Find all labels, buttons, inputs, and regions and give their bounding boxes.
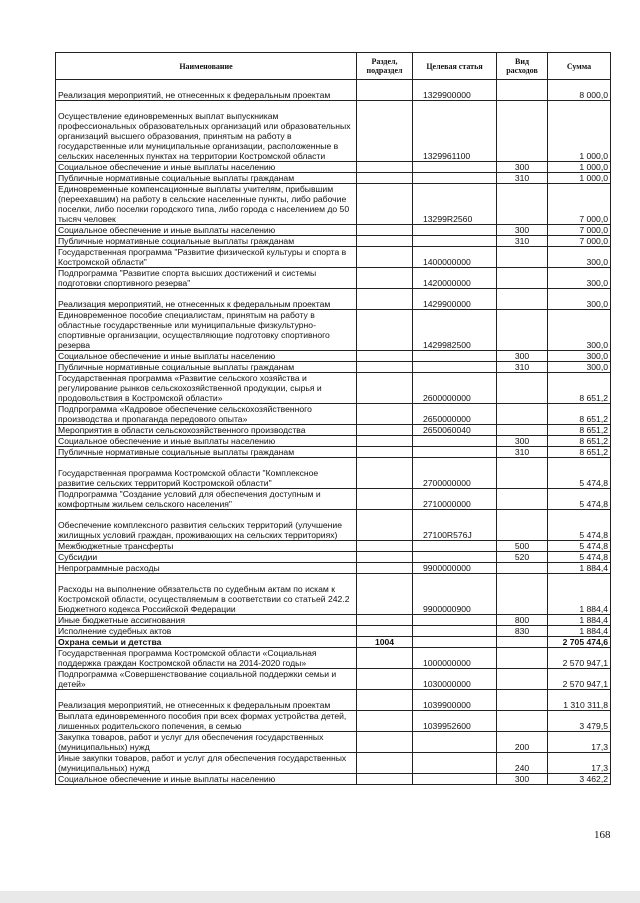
- cell-target: [413, 225, 497, 236]
- cell-kind: 310: [497, 173, 548, 184]
- cell-sum: 8 651,2: [548, 447, 611, 458]
- cell-sum: 1 884,4: [548, 563, 611, 574]
- cell-name: Подпрограмма «Кадровое обеспечение сельскохозяйственного производства и пропаганда передового опыта»: [56, 404, 357, 425]
- cell-name: Исполнение судебных актов: [56, 626, 357, 637]
- cell-target: 1039900000: [413, 690, 497, 711]
- cell-name: Охрана семьи и детства: [56, 637, 357, 648]
- cell-target: 27100R576J: [413, 510, 497, 541]
- cell-sum: 3 462,2: [548, 774, 611, 785]
- cell-kind: 200: [497, 732, 548, 753]
- table-row: [56, 289, 611, 310]
- cell-sum: 300,0: [548, 268, 611, 289]
- cell-name: Публичные нормативные социальные выплаты гражданам: [56, 362, 357, 373]
- cell-sum: 300,0: [548, 289, 611, 310]
- cell-section: [357, 458, 413, 489]
- cell-kind: 310: [497, 236, 548, 247]
- cell-kind: 300: [497, 351, 548, 362]
- cell-target: 1039952600: [413, 711, 497, 732]
- cell-sum: 8 651,2: [548, 373, 611, 404]
- table-row: [56, 351, 611, 362]
- cell-kind: 300: [497, 436, 548, 447]
- header-target: Целевая статья: [413, 53, 497, 80]
- cell-name: Социальное обеспечение и иные выплаты населению: [56, 436, 357, 447]
- cell-sum: 5 474,8: [548, 552, 611, 563]
- cell-name: Реализация мероприятий, не отнесенных к федеральным проектам: [56, 690, 357, 711]
- cell-section: [357, 774, 413, 785]
- cell-kind: [497, 247, 548, 268]
- cell-kind: 520: [497, 552, 548, 563]
- cell-sum: 7 000,0: [548, 236, 611, 247]
- cell-target: [413, 732, 497, 753]
- cell-section: [357, 447, 413, 458]
- cell-target: 1420000000: [413, 268, 497, 289]
- cell-sum: 2 570 947,1: [548, 669, 611, 690]
- cell-section: [357, 574, 413, 615]
- table-body: [56, 80, 611, 785]
- cell-name: Государственная программа "Развитие физической культуры и спорта в Костромской области": [56, 247, 357, 268]
- cell-sum: 7 000,0: [548, 184, 611, 225]
- budget-table: [55, 52, 611, 785]
- table-row: [56, 101, 611, 162]
- cell-name: Государственная программа Костромской области «Социальная поддержка граждан Костромской области на 2014-2020 годы»: [56, 648, 357, 669]
- cell-section: [357, 80, 413, 101]
- cell-target: [413, 753, 497, 774]
- cell-sum: 8 000,0: [548, 80, 611, 101]
- cell-sum: 17,3: [548, 732, 611, 753]
- cell-kind: [497, 289, 548, 310]
- table-row: [56, 563, 611, 574]
- cell-kind: 300: [497, 225, 548, 236]
- cell-kind: [497, 563, 548, 574]
- cell-section: [357, 236, 413, 247]
- cell-name: Иные закупки товаров, работ и услуг для обеспечения государственных (муниципальных) нужд: [56, 753, 357, 774]
- cell-section: [357, 489, 413, 510]
- cell-sum: 1 000,0: [548, 173, 611, 184]
- cell-sum: 17,3: [548, 753, 611, 774]
- cell-section: [357, 289, 413, 310]
- cell-target: 1429900000: [413, 289, 497, 310]
- table-row: [56, 510, 611, 541]
- header-sum: Сумма: [548, 53, 611, 80]
- header-name: Наименование: [56, 53, 357, 80]
- cell-target: [413, 351, 497, 362]
- cell-section: [357, 711, 413, 732]
- cell-target: 13299R2560: [413, 184, 497, 225]
- cell-target: [413, 541, 497, 552]
- cell-name: Единовременное пособие специалистам, принятым на работу в областные государственные или муниципальные физкультурно-спортивные организации, осуществляющие подготовку спортивного резерва: [56, 310, 357, 351]
- cell-name: Государственная программа Костромской области "Комплексное развитие сельских территорий Костромской области": [56, 458, 357, 489]
- table-row: [56, 690, 611, 711]
- cell-section: [357, 690, 413, 711]
- cell-target: 1000000000: [413, 648, 497, 669]
- cell-kind: [497, 425, 548, 436]
- cell-section: [357, 753, 413, 774]
- cell-kind: [497, 574, 548, 615]
- cell-section: [357, 373, 413, 404]
- cell-sum: 8 651,2: [548, 404, 611, 425]
- cell-target: 1030000000: [413, 669, 497, 690]
- cell-section: [357, 669, 413, 690]
- cell-section: [357, 351, 413, 362]
- table-row: [56, 711, 611, 732]
- cell-sum: 1 000,0: [548, 162, 611, 173]
- cell-name: Социальное обеспечение и иные выплаты населению: [56, 774, 357, 785]
- cell-target: [413, 637, 497, 648]
- cell-kind: [497, 310, 548, 351]
- cell-name: Субсидии: [56, 552, 357, 563]
- table-row: [56, 541, 611, 552]
- cell-section: [357, 310, 413, 351]
- cell-kind: 300: [497, 162, 548, 173]
- table-row: [56, 626, 611, 637]
- cell-name: Иные бюджетные ассигнования: [56, 615, 357, 626]
- cell-name: Расходы на выполнение обязательств по судебным актам по искам к Костромской области, осуществляемым в соответствии со статьей 242.2 Бюджетного кодекса Российской Федерации: [56, 574, 357, 615]
- cell-section: [357, 184, 413, 225]
- cell-sum: 300,0: [548, 310, 611, 351]
- table-row: [56, 268, 611, 289]
- cell-sum: 1 310 311,8: [548, 690, 611, 711]
- header-kind: Вид расходов: [497, 53, 548, 80]
- cell-name: Мероприятия в области сельскохозяйственного производства: [56, 425, 357, 436]
- cell-target: 2650060040: [413, 425, 497, 436]
- cell-section: [357, 173, 413, 184]
- cell-target: 1429982500: [413, 310, 497, 351]
- cell-sum: 300,0: [548, 351, 611, 362]
- cell-sum: 8 651,2: [548, 425, 611, 436]
- cell-kind: 500: [497, 541, 548, 552]
- table-row: [56, 404, 611, 425]
- cell-kind: [497, 637, 548, 648]
- cell-sum: 7 000,0: [548, 225, 611, 236]
- cell-section: [357, 362, 413, 373]
- cell-sum: 5 474,8: [548, 510, 611, 541]
- table-row: [56, 669, 611, 690]
- cell-name: Реализация мероприятий, не отнесенных к федеральным проектам: [56, 289, 357, 310]
- table-header-row: [56, 53, 611, 80]
- table-row: [56, 173, 611, 184]
- cell-target: [413, 362, 497, 373]
- cell-target: 2600000000: [413, 373, 497, 404]
- cell-target: 2710000000: [413, 489, 497, 510]
- cell-section: [357, 268, 413, 289]
- cell-target: 9900000900: [413, 574, 497, 615]
- cell-kind: [497, 510, 548, 541]
- cell-kind: [497, 489, 548, 510]
- cell-section: 1004: [357, 637, 413, 648]
- table-row: [56, 436, 611, 447]
- table-row: [56, 489, 611, 510]
- table-row: [56, 362, 611, 373]
- cell-name: Подпрограмма «Совершенствование социальной поддержки семьи и детей»: [56, 669, 357, 690]
- cell-sum: 2 705 474,6: [548, 637, 611, 648]
- cell-target: [413, 447, 497, 458]
- table-row: [56, 774, 611, 785]
- cell-kind: [497, 404, 548, 425]
- table-row: [56, 615, 611, 626]
- cell-section: [357, 436, 413, 447]
- cell-target: 2650000000: [413, 404, 497, 425]
- cell-section: [357, 563, 413, 574]
- cell-section: [357, 615, 413, 626]
- cell-sum: 1 884,4: [548, 626, 611, 637]
- table-row: [56, 247, 611, 268]
- cell-name: Публичные нормативные социальные выплаты гражданам: [56, 447, 357, 458]
- table-row: [56, 574, 611, 615]
- cell-section: [357, 225, 413, 236]
- cell-kind: [497, 80, 548, 101]
- table-row: [56, 236, 611, 247]
- table-row: [56, 184, 611, 225]
- page-number: 168: [594, 829, 611, 841]
- cell-kind: 310: [497, 362, 548, 373]
- cell-kind: [497, 690, 548, 711]
- cell-kind: [497, 184, 548, 225]
- cell-target: [413, 552, 497, 563]
- cell-sum: 1 000,0: [548, 101, 611, 162]
- table-row: [56, 552, 611, 563]
- table-row: [56, 80, 611, 101]
- cell-name: Социальное обеспечение и иные выплаты населению: [56, 351, 357, 362]
- cell-name: Подпрограмма "Создание условий для обеспечения доступным и комфортным жильем сельского населения": [56, 489, 357, 510]
- cell-kind: 830: [497, 626, 548, 637]
- cell-sum: 5 474,8: [548, 541, 611, 552]
- cell-target: 1329900000: [413, 80, 497, 101]
- cell-kind: [497, 669, 548, 690]
- cell-name: Социальное обеспечение и иные выплаты населению: [56, 162, 357, 173]
- cell-name: Выплата единовременного пособия при всех формах устройства детей, лишенных родительского попечения, в семью: [56, 711, 357, 732]
- cell-section: [357, 101, 413, 162]
- cell-name: Реализация мероприятий, не отнесенных к федеральным проектам: [56, 80, 357, 101]
- cell-section: [357, 162, 413, 173]
- cell-name: Социальное обеспечение и иные выплаты населению: [56, 225, 357, 236]
- table-row: [56, 310, 611, 351]
- cell-kind: 300: [497, 774, 548, 785]
- cell-sum: 1 884,4: [548, 574, 611, 615]
- table-row: [56, 753, 611, 774]
- cell-sum: 1 884,4: [548, 615, 611, 626]
- cell-name: Подпрограмма "Развитие спорта высших достижений и системы подготовки спортивного резерва": [56, 268, 357, 289]
- cell-name: Осуществление единовременных выплат выпускникам профессиональных образовательных организаций или образовательных организаций высшего образования, принятым на работу в государственные или муниципальные организации, расположенные в сельских населенных пунктах на территории Костромской области: [56, 101, 357, 162]
- cell-kind: 240: [497, 753, 548, 774]
- cell-target: 1329961100: [413, 101, 497, 162]
- table-row: [56, 162, 611, 173]
- cell-section: [357, 648, 413, 669]
- cell-kind: [497, 373, 548, 404]
- cell-name: Публичные нормативные социальные выплаты гражданам: [56, 236, 357, 247]
- table-row: [56, 225, 611, 236]
- cell-target: 1400000000: [413, 247, 497, 268]
- cell-name: Публичные нормативные социальные выплаты гражданам: [56, 173, 357, 184]
- cell-name: Межбюджетные трансферты: [56, 541, 357, 552]
- cell-sum: 300,0: [548, 247, 611, 268]
- cell-kind: [497, 711, 548, 732]
- table-row: [56, 637, 611, 648]
- cell-kind: [497, 101, 548, 162]
- cell-target: 9900000000: [413, 563, 497, 574]
- cell-target: [413, 162, 497, 173]
- cell-kind: [497, 268, 548, 289]
- cell-target: 2700000000: [413, 458, 497, 489]
- cell-section: [357, 247, 413, 268]
- cell-kind: 310: [497, 447, 548, 458]
- cell-kind: [497, 648, 548, 669]
- cell-section: [357, 404, 413, 425]
- table-row: [56, 425, 611, 436]
- table-row: [56, 373, 611, 404]
- cell-name: Закупка товаров, работ и услуг для обеспечения государственных (муниципальных) нужд: [56, 732, 357, 753]
- table-row: [56, 648, 611, 669]
- cell-target: [413, 173, 497, 184]
- cell-name: Обеспечение комплексного развития сельских территорий (улучшение жилищных условий граждан, проживающих на сельских территориях): [56, 510, 357, 541]
- cell-sum: 8 651,2: [548, 436, 611, 447]
- cell-target: [413, 236, 497, 247]
- cell-section: [357, 626, 413, 637]
- cell-section: [357, 541, 413, 552]
- table-row: [56, 458, 611, 489]
- cell-sum: 2 570 947,1: [548, 648, 611, 669]
- budget-table-container: [55, 52, 610, 785]
- cell-kind: [497, 458, 548, 489]
- cell-name: Единовременные компенсационные выплаты учителям, прибывшим (переехавшим) на работу в сельские населенные пункты, либо рабочие поселки, либо поселки городского типа, либо города с населением до 50 тысяч человек: [56, 184, 357, 225]
- cell-section: [357, 732, 413, 753]
- cell-section: [357, 510, 413, 541]
- table-row: [56, 732, 611, 753]
- cell-section: [357, 552, 413, 563]
- table-row: [56, 447, 611, 458]
- scan-bottom-edge: [0, 891, 640, 903]
- cell-sum: 5 474,8: [548, 489, 611, 510]
- cell-sum: 3 479,5: [548, 711, 611, 732]
- cell-name: Непрограммные расходы: [56, 563, 357, 574]
- cell-target: [413, 436, 497, 447]
- cell-name: Государственная программа «Развитие сельского хозяйства и регулирование рынков сельскохозяйственной продукции, сырья и продовольствия в Костромской области»: [56, 373, 357, 404]
- cell-section: [357, 425, 413, 436]
- cell-kind: 800: [497, 615, 548, 626]
- cell-target: [413, 774, 497, 785]
- cell-sum: 5 474,8: [548, 458, 611, 489]
- cell-sum: 300,0: [548, 362, 611, 373]
- cell-target: [413, 615, 497, 626]
- cell-target: [413, 626, 497, 637]
- header-section: Раздел, подраздел: [357, 53, 413, 80]
